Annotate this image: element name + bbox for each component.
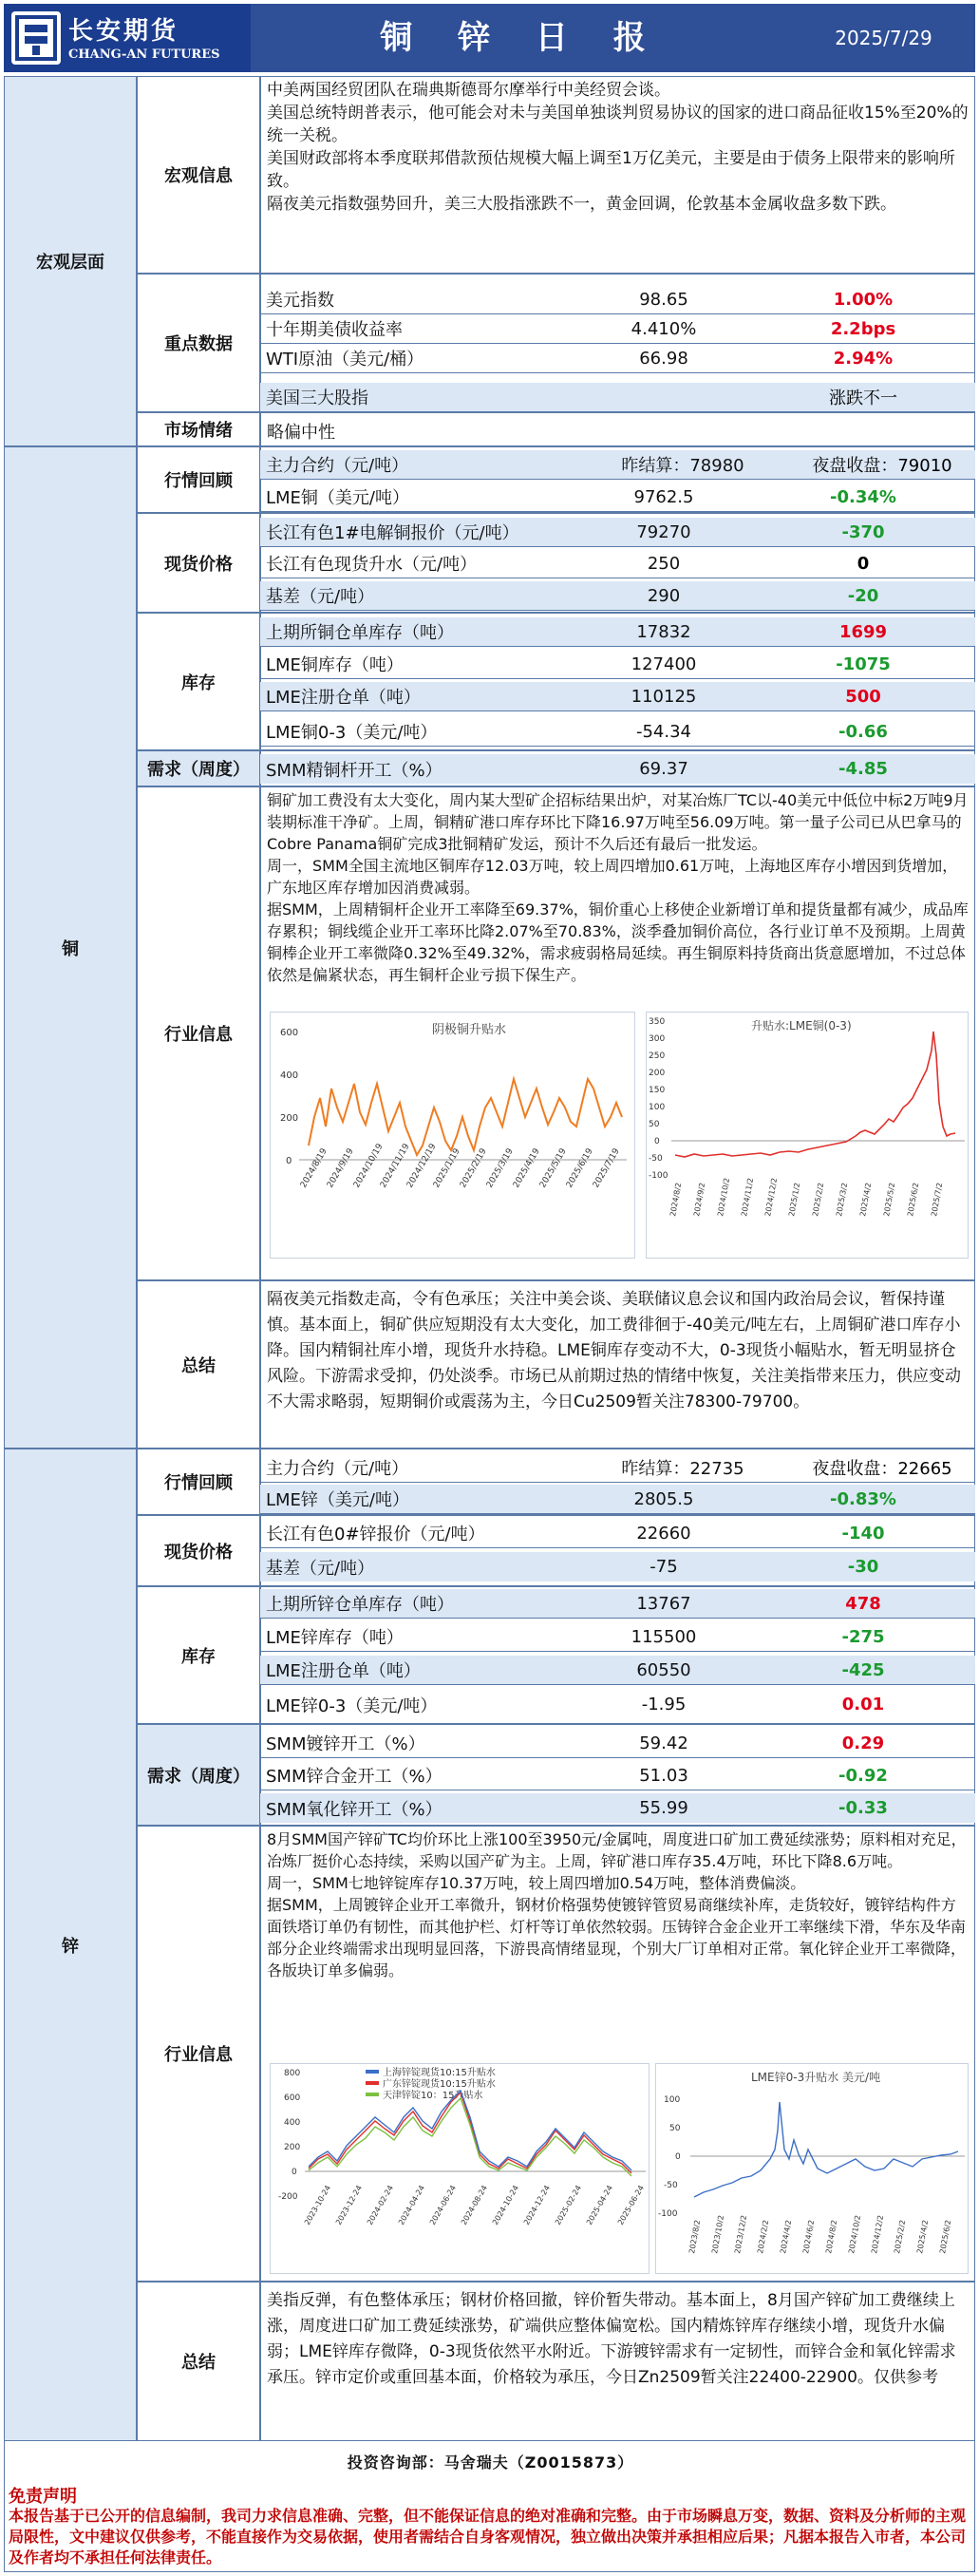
row-change: -0.66 [838, 721, 888, 742]
row-value: -75 [650, 1557, 678, 1577]
zinc-demand-row [260, 1729, 975, 1758]
row-value: 98.65 [639, 289, 688, 310]
y-tick: 800 [284, 2069, 301, 2078]
row-value: 66.98 [639, 348, 688, 369]
x-tick: 2025/4/2 [858, 1182, 874, 1218]
y-tick: 100 [664, 2095, 681, 2105]
y-tick: 600 [280, 1028, 299, 1038]
row-name: SMM锌合金开工（%） [266, 1767, 442, 1787]
y-tick: 200 [649, 1069, 666, 1078]
y-tick: 200 [280, 1113, 299, 1124]
x-tick: 2025/5/2 [882, 1182, 897, 1218]
row-value: 4.410% [631, 318, 697, 339]
copper-premium-chart [270, 1012, 635, 1259]
row-name: LME锌库存（吨） [266, 1628, 404, 1648]
x-tick: 2024/8/2 [668, 1182, 684, 1218]
x-tick: 2024/8/19 [298, 1146, 329, 1190]
x-tick: 2023/10/2 [710, 2214, 726, 2255]
row-value: 2805.5 [633, 1488, 694, 1509]
x-tick: 2024/2/2 [756, 2219, 771, 2255]
macro-line: 美国总统特朗普表示，他可能会对未与美国单独谈判贸易协议的国家的进口商品征收15%至20%的统一关税。 [267, 104, 969, 145]
zinc-spot-label: 现货价格 [137, 1515, 260, 1586]
zinc-summary-label: 总结 [137, 2282, 260, 2441]
y-tick: 200 [284, 2143, 301, 2152]
y-tick: 0 [654, 1137, 660, 1146]
industry-line: 8月SMM国产锌矿TC均价环比上涨100至3950元/金属吨，周度进口矿加工费延续涨势；原料相对充足，冶炼厂挺价心态持续，采购以国产矿为主。上周，锌矿港口库存35.4万吨，环比下降8.6万吨。 [267, 1830, 967, 1870]
footer [4, 2441, 975, 2572]
copper-lme-spread-series [675, 1032, 955, 1157]
x-tick: 2025/3/2 [835, 1182, 850, 1218]
macro-line: 美国财政部将本季度联邦借款预估规模大幅上调至1万亿美元，主要是由于债务上限带来的影响所致。 [267, 149, 955, 191]
x-tick: 2024/12/2 [763, 1177, 780, 1218]
row-name: LME注册仓单（吨） [266, 688, 421, 708]
row-change: -0.83% [830, 1488, 896, 1509]
row-value: 110125 [631, 686, 697, 707]
row-name: 基差（元/吨） [266, 587, 375, 607]
x-tick: 2024/9/19 [325, 1146, 356, 1190]
x-tick: 2025/2/19 [458, 1146, 489, 1190]
x-tick: 2024/10/19 [351, 1142, 386, 1190]
zinc-spot-row [260, 1552, 975, 1582]
row-value: 250 [647, 553, 681, 574]
x-tick: 2025-06-24 [615, 2184, 646, 2226]
row-value: -1.95 [641, 1695, 687, 1714]
row-value: 127400 [631, 653, 697, 674]
row-name: 主力合约（元/吨） [266, 1459, 409, 1479]
x-tick: 2025/4/19 [511, 1146, 542, 1190]
logo-en: CHANG-AN FUTURES [68, 47, 220, 62]
row-name: LME铜0-3（美元/吨） [266, 723, 438, 743]
row-change: -370 [841, 521, 885, 542]
y-tick: 100 [649, 1103, 666, 1112]
row-change: -0.33 [838, 1798, 888, 1818]
row-change: -20 [847, 585, 879, 606]
y-tick: 250 [649, 1051, 666, 1061]
x-tick: 2025/6/2 [938, 2219, 953, 2255]
row-value: 115500 [631, 1626, 697, 1647]
zinc-shanghai-series [309, 2091, 631, 2170]
report-title: 铜 锌 日 报 [251, 4, 792, 72]
y-tick: -100 [658, 2209, 678, 2219]
company-logo [4, 4, 251, 72]
industry-line: 据SMM，上周镀锌企业开工率微升，钢材价格强势使镀锌管贸易商继续补库，走货较好，镀锌结构件方面铁塔订单仍有韧性，而其他护栏、灯杆等订单依然较弱。压铸锌合金企业开工率继续下滑，华东及华南部分企业终端需求出现明显回落，下游畏高情绪显现，个别大厂订单相对正常。氧化锌企业开工率微降，各版块订单多偏弱。 [267, 1896, 967, 1979]
row-name: 美国三大股指 [266, 388, 368, 408]
x-tick: 2023-10-24 [302, 2184, 332, 2226]
section-copper: 铜 [4, 446, 137, 1449]
row-change: -0.34% [830, 486, 896, 507]
y-tick: 150 [649, 1086, 666, 1095]
row-name: SMM镀锌开工（%） [266, 1734, 425, 1754]
copper-stock-row [260, 650, 975, 679]
macro-info-text [260, 76, 975, 274]
copper-demand-label: 需求（周度） [137, 750, 260, 786]
row-value: 60550 [636, 1659, 691, 1680]
y-tick: 600 [284, 2093, 301, 2103]
x-tick: 2025/6/2 [906, 1182, 921, 1218]
row-name: LME铜库存（吨） [266, 655, 404, 675]
x-tick: 2025-04-24 [584, 2184, 614, 2226]
x-tick: 2024-08-24 [459, 2184, 489, 2226]
row-change: 1.00% [833, 289, 894, 310]
copper-spot-row [260, 518, 975, 547]
y-tick: 0 [675, 2152, 681, 2162]
y-tick: 0 [292, 2168, 297, 2177]
y-tick: 300 [649, 1034, 666, 1044]
x-tick: 2023/12/2 [733, 2214, 749, 2255]
row-change: -30 [847, 1557, 879, 1577]
sentiment-value: 略偏中性 [260, 412, 975, 446]
zinc-industry-label: 行业信息 [137, 1826, 260, 2282]
zinc-stock-row [260, 1690, 975, 1719]
zinc-stock-row [260, 1589, 975, 1619]
key-row [260, 314, 975, 344]
row-change: 夜盘收盘：79010 [812, 456, 952, 476]
key-row [260, 285, 975, 314]
chart-title: 升贴水:LME铜(0-3) [751, 1019, 852, 1032]
x-tick: 2025/1/19 [431, 1146, 462, 1190]
row-change: 0.29 [841, 1733, 885, 1753]
x-tick: 2024-12-24 [521, 2184, 552, 2226]
x-tick: 2025/6/19 [564, 1146, 595, 1190]
industry-line: 周一，SMM七地锌锭库存10.37万吨，较上周四增加0.54万吨，整体消费偏淡。 [267, 1874, 806, 1892]
x-tick: 2024/12/19 [405, 1142, 439, 1190]
row-change: 478 [845, 1593, 881, 1614]
consultant: 投资咨询部：马舍瑞夫（Z0015873） [347, 2453, 634, 2472]
copper-market-label: 行情回顾 [137, 446, 260, 513]
zinc-demand-row [260, 1761, 975, 1790]
disclaimer-title: 免责声明 [9, 2487, 77, 2507]
x-tick: 2024-10-24 [490, 2184, 520, 2226]
copper-spot-row [260, 581, 975, 611]
x-tick: 2024/9/2 [692, 1182, 707, 1218]
row-name: 长江有色现货升水（元/吨） [266, 555, 478, 575]
legend-item: 上海锌锭现货10:15升贴水 [383, 2068, 496, 2078]
legend-item: 广东锌锭现货10:15升贴水 [383, 2079, 496, 2090]
copper-stock-row [260, 617, 975, 647]
x-tick: 2024/11/19 [378, 1142, 412, 1190]
key-data-label: 重点数据 [137, 274, 260, 412]
row-change: 1699 [838, 621, 888, 642]
row-change: 0 [857, 553, 870, 574]
row-value: 昨结算：22735 [621, 1459, 744, 1479]
x-tick: 2024/4/2 [779, 2219, 794, 2255]
y-tick: -200 [278, 2192, 298, 2202]
industry-line: 周一，SMM全国主流地区铜库存12.03万吨，较上周四增加0.61万吨，上海地区库存小增因到货增加，广东地区库存增加因消费减弱。 [267, 857, 958, 897]
copper-stock-row [260, 682, 975, 711]
disclaimer-text: 本报告基于已公开的信息编制，我司力求信息准确、完整，但不能保证信息的绝对准确和完整。由于市场瞬息万变，数据、资料及分析师的主观局限性，文中建议仅供参考，不能直接作为交易依据，使用者需结合自身客观情况，独立做出决策并承担相应后果；凡据本报告入市者，本公司及作者均不承担任何法律责任。 [9, 2507, 967, 2567]
row-value: -54.34 [635, 721, 692, 742]
row-change: 夜盘收盘：22665 [812, 1459, 952, 1479]
row-value: 9762.5 [633, 486, 694, 507]
y-tick: -50 [664, 2181, 678, 2190]
row-name: 长江有色1#电解铜报价（元/吨） [266, 523, 519, 543]
row-change: 2.2bps [830, 318, 896, 339]
x-tick: 2024-06-24 [427, 2184, 458, 2226]
copper-stock-label: 库存 [137, 613, 260, 750]
x-tick: 2023-12-24 [333, 2184, 364, 2226]
x-tick: 2025/2/2 [811, 1182, 826, 1218]
industry-line: 铜矿加工费没有太大变化，周内某大型矿企招标结果出炉，对某冶炼厂TC以-40美元中低位中标2万吨9月装期标准干净矿。上周，铜精矿港口库存环比下降16.97万吨至56.09万吨。第一量子公司已从巴拿马的Cobre Panama铜矿完成3批铜精矿发运，预计不久后还有最后一批发运。 [267, 791, 969, 853]
copper-lme-spread-chart [646, 1012, 969, 1259]
x-tick: 2024/12/2 [870, 2214, 886, 2255]
row-name: SMM精铜杆开工（%） [266, 760, 442, 781]
y-tick: 50 [649, 1120, 660, 1129]
zinc-summary-text: 美指反弹，有色整体承压；钢材价格回撤，锌价暂失带动。基本面上，8月国产锌矿加工费继续上涨，周度进口矿加工费延续涨势，矿端供应整体偏宽松。国内精炼锌库存继续小增，现货升水偏弱；LME锌库存微降，0-3现货依然平水附近。下游镀锌需求有一定韧性，而锌合金和氧化锌需求承压。锌市定价或重回基本面，价格较为承压，今日Zn2509暂关注22400-22900。仅供参考 [260, 2282, 975, 2441]
x-tick: 2025/2/2 [893, 2219, 908, 2255]
zinc-stock-row [260, 1656, 975, 1685]
logo-mark-icon [11, 11, 61, 65]
row-name: 长江有色0#锌报价（元/吨） [266, 1525, 485, 1544]
row-value: 59.42 [639, 1733, 688, 1753]
x-tick: 2025/4/2 [915, 2219, 931, 2255]
row-name: LME注册仓单（吨） [266, 1661, 421, 1681]
macro-info-label: 宏观信息 [137, 76, 260, 274]
x-tick: 2025/7/2 [930, 1182, 945, 1218]
row-change: -425 [841, 1659, 885, 1680]
x-tick: 2024-04-24 [396, 2184, 426, 2226]
macro-line: 隔夜美元指数强势回升，美三大股指涨跌不一，黄金回调，伦敦基本金属收盘多数下跌。 [267, 195, 896, 214]
x-tick: 2024/8/2 [824, 2219, 839, 2255]
chart-title: LME锌0-3升贴水 美元/吨 [751, 2071, 881, 2084]
row-name: LME铜（美元/吨） [266, 488, 409, 508]
row-value: 51.03 [639, 1765, 688, 1786]
x-tick: 2025/1/2 [787, 1182, 802, 1218]
zinc-market-label: 行情回顾 [137, 1449, 260, 1515]
row-change: 500 [845, 686, 881, 707]
copper-stock-row [260, 717, 975, 747]
zinc-stock-label: 库存 [137, 1586, 260, 1724]
copper-market-row [260, 450, 975, 480]
copper-spot-row [260, 549, 975, 578]
x-tick: 2024/10/2 [847, 2214, 863, 2255]
report-date: 2025/7/29 [792, 4, 975, 72]
row-change: -140 [841, 1523, 885, 1544]
row-value: 17832 [636, 621, 691, 642]
copper-premium-series [309, 1079, 622, 1155]
logo-cn: 长安期货 [68, 17, 179, 46]
x-tick: 2025/7/19 [591, 1146, 622, 1190]
copper-market-row [260, 483, 975, 512]
row-name: 上期所铜仓单库存（吨） [266, 623, 454, 643]
row-name: SMM氧化锌开工（%） [266, 1799, 442, 1820]
zinc-premium-chart [270, 2063, 650, 2274]
row-name: 十年期美债收益率 [266, 320, 403, 340]
x-tick: 2024/11/2 [740, 1177, 756, 1218]
y-tick: -100 [649, 1171, 668, 1181]
zinc-stock-row [260, 1622, 975, 1652]
macro-line: 中美两国经贸团队在瑞典斯德哥尔摩举行中美经贸会谈。 [267, 81, 670, 100]
row-name: 上期所锌仓单库存（吨） [266, 1595, 454, 1615]
zinc-market-row [260, 1453, 975, 1483]
x-tick: 2025/3/19 [484, 1146, 516, 1190]
copper-summary-text: 隔夜美元指数走高，令有色承压；关注中美会谈、美联储议息会议和国内政治局会议，暂保持谨慎。基本面上，铜矿供应短期没有太大变化，加工费徘徊于-40美元/吨左右，上周铜矿港口库存小降。国内精铜社库小增，现货升水持稳。LME铜库存变动不大，0-3现货小幅贴水，暂无明显挤仓风险。下游需求受抑，仍处淡季。市场已从前期过热的情绪中恢复，关注美指带来压力，供应变动不大需求略弱，短期铜价或震荡为主，今日Cu2509暂关注78300-79700。 [260, 1280, 975, 1449]
x-tick: 2024-02-24 [365, 2184, 395, 2226]
row-change: -0.92 [838, 1765, 888, 1786]
row-value: 55.99 [639, 1798, 688, 1818]
row-name: 主力合约（元/吨） [266, 456, 409, 476]
section-zinc: 锌 [4, 1449, 137, 2441]
x-tick: 2024/6/2 [801, 2219, 817, 2255]
row-value: 69.37 [639, 759, 688, 779]
chart-title: 阴极铜升贴水 [432, 1023, 507, 1037]
copper-spot-label: 现货价格 [137, 513, 260, 613]
row-change: 2.94% [833, 348, 894, 369]
row-change: 0.01 [841, 1695, 885, 1714]
sentiment-label: 市场情绪 [137, 412, 260, 446]
zinc-lme-spread-chart [655, 2063, 969, 2274]
row-change: -1075 [836, 653, 891, 674]
y-tick: 350 [649, 1017, 666, 1027]
legend-item: 天津锌锭10：15升贴水 [383, 2091, 483, 2101]
y-tick: 50 [669, 2124, 681, 2133]
row-change: -4.85 [838, 759, 888, 779]
x-tick: 2025-02-24 [553, 2184, 583, 2226]
row-value: 79270 [636, 521, 691, 542]
zinc-demand-row [260, 1793, 975, 1823]
y-tick: 400 [280, 1070, 299, 1081]
row-change: -275 [841, 1626, 885, 1647]
x-tick: 2025/5/19 [537, 1146, 569, 1190]
copper-demand-row [260, 754, 975, 784]
row-value: 290 [647, 585, 681, 606]
row-value: 13767 [636, 1593, 691, 1614]
row-name: LME锌（美元/吨） [266, 1490, 409, 1510]
row-name: LME锌0-3（美元/吨） [266, 1695, 438, 1716]
row-value: 昨结算：78980 [621, 456, 744, 476]
industry-line: 据SMM，上周精铜杆企业开工率降至69.37%，铜价重心上移使企业新增订单和提货量都有减少，成品库存累积；铜线缆企业开工率环比降2.07%至70.83%，淡季叠加铜价高位，各行业订单不及预期。上周黄铜棒企业开工率微降0.32%至49.32%，需求疲弱格局延续。再生铜原料持货商出货意愿增加，不过总体依然是偏紧状态，再生铜杆企业亏损下保生产。 [267, 900, 969, 984]
key-row [260, 344, 975, 373]
row-name: 基差（元/吨） [266, 1558, 375, 1579]
copper-summary-label: 总结 [137, 1280, 260, 1449]
row-name: WTI原油（美元/桶） [266, 350, 424, 369]
zinc-demand-label: 需求（周度） [137, 1724, 260, 1826]
row-change: 涨跌不一 [829, 388, 897, 408]
zinc-market-row [260, 1485, 975, 1514]
section-macro: 宏观层面 [4, 76, 137, 446]
row-value: 22660 [636, 1523, 691, 1544]
key-row [260, 383, 975, 412]
zinc-lme-spread-series [694, 2102, 958, 2197]
zinc-spot-row [260, 1519, 975, 1548]
y-tick: 0 [286, 1156, 292, 1166]
x-tick: 2024/10/2 [716, 1177, 732, 1218]
copper-industry-label: 行业信息 [137, 786, 260, 1280]
x-tick: 2023/8/2 [687, 2219, 703, 2255]
y-tick: -50 [649, 1154, 663, 1164]
row-name: 美元指数 [266, 291, 334, 311]
y-tick: 400 [284, 2118, 301, 2128]
